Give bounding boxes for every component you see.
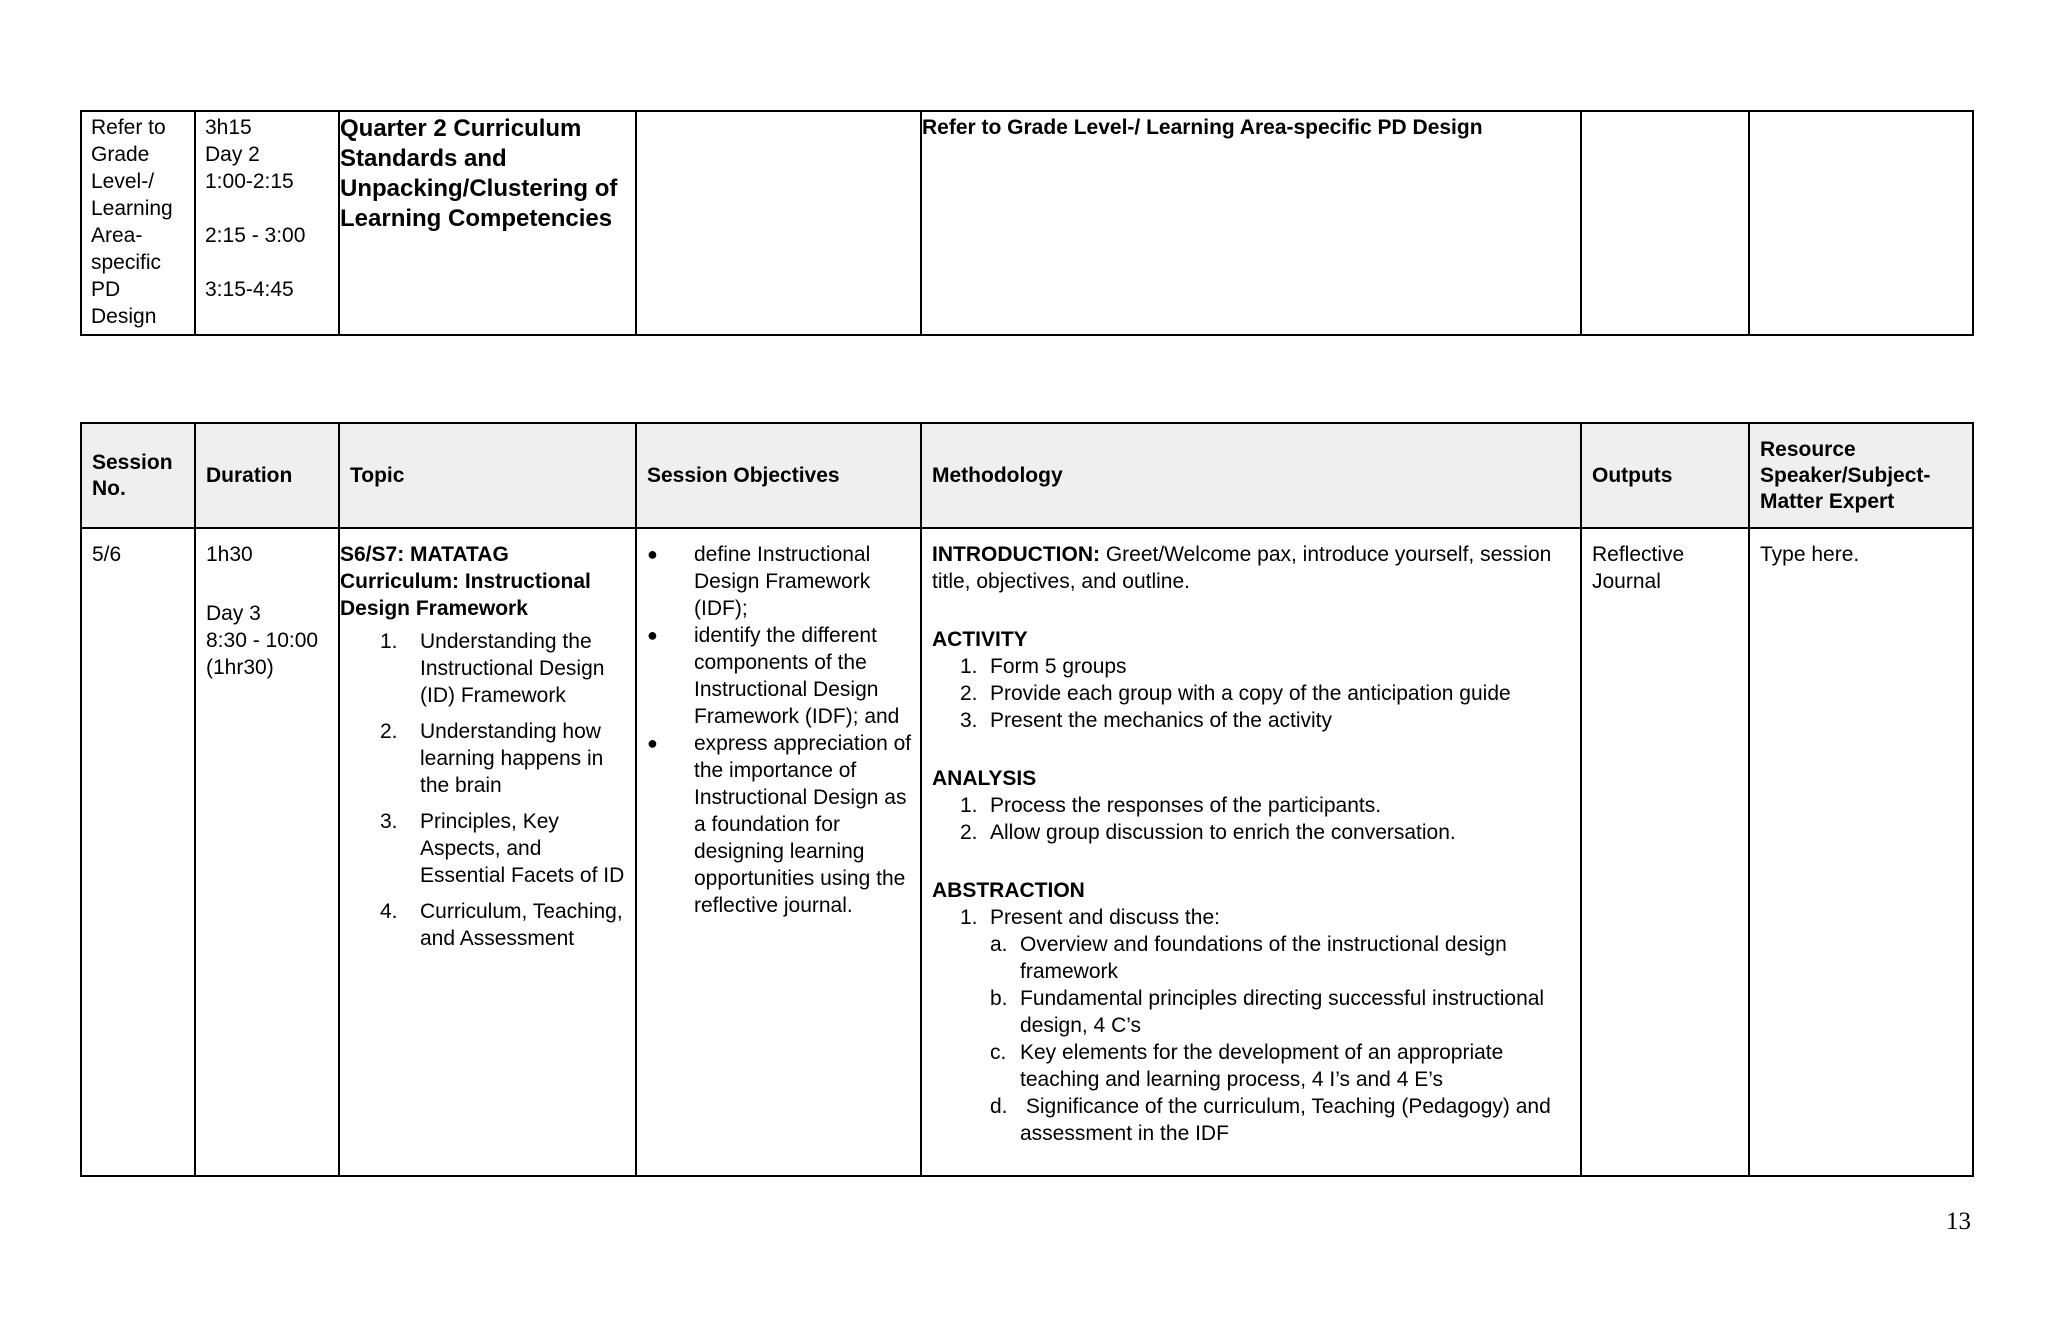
bullet-icon: ● bbox=[647, 625, 658, 645]
list-letter: b. bbox=[990, 987, 1008, 1010]
list-number: 4. bbox=[380, 900, 398, 923]
list-number: 2. bbox=[960, 682, 978, 705]
list-item bbox=[990, 1093, 1580, 1147]
resource-text[interactable]: Type here. bbox=[1760, 543, 1860, 566]
duration-time: 8:30 - 10:00 bbox=[206, 629, 319, 652]
header-session-objectives: Session Objectives bbox=[636, 423, 921, 528]
outputs-cell bbox=[1581, 111, 1749, 335]
list-number: 1. bbox=[960, 906, 978, 929]
list-item bbox=[380, 628, 629, 709]
topic-title: S6/S7: MATATAG Curriculum: Instructional Design Framework bbox=[340, 543, 591, 620]
list-item-text: Process the responses of the participants. bbox=[990, 794, 1382, 817]
header-topic: Topic bbox=[339, 423, 636, 528]
bullet-icon: ● bbox=[647, 544, 658, 564]
list-item-text: Principles, Key Aspects, and Essential Facets of ID bbox=[420, 810, 625, 887]
duration-line: 2:15 - 3:00 bbox=[205, 224, 306, 247]
analysis-label: ANALYSIS bbox=[932, 767, 1037, 790]
list-item bbox=[960, 904, 1580, 931]
list-number: 3. bbox=[380, 810, 398, 833]
duration-line: Day 2 bbox=[205, 143, 260, 166]
list-item-text: Overview and foundations of the instructional design framework bbox=[1020, 933, 1507, 983]
list-item-text: Present and discuss the: bbox=[990, 906, 1220, 929]
list-item bbox=[990, 985, 1580, 1039]
table-row bbox=[81, 111, 1973, 335]
duration-line: 1:00-2:15 bbox=[205, 170, 294, 193]
methodology-cell bbox=[921, 111, 1581, 335]
pd-design-table-day2 bbox=[80, 110, 1974, 336]
list-item-text: identify the different components of the Instructional Design Framework (IDF); and bbox=[694, 624, 900, 728]
table-header-row bbox=[81, 423, 1973, 528]
list-item-text: Present the mechanics of the activity bbox=[990, 709, 1332, 732]
page-number: 13 bbox=[1946, 1208, 1971, 1235]
list-item-text: Allow group discussion to enrich the conversation. bbox=[990, 821, 1456, 844]
list-item bbox=[990, 931, 1580, 985]
abstraction-block bbox=[932, 877, 1580, 1147]
list-item bbox=[647, 730, 920, 919]
list-item-text: define Instructional Design Framework (IDF); bbox=[694, 543, 871, 620]
list-item bbox=[960, 707, 1580, 734]
list-item-text: express appreciation of the importance of Instructional Design as a foundation for designing learning opportunities using the reflective journal. bbox=[694, 732, 912, 917]
methodology-cell bbox=[921, 528, 1581, 1176]
list-item bbox=[380, 718, 629, 799]
list-number: 1. bbox=[380, 630, 398, 653]
list-item-text: Curriculum, Teaching, and Assessment bbox=[420, 900, 623, 950]
duration-spacer bbox=[205, 249, 329, 276]
duration-cell bbox=[195, 111, 339, 335]
list-number: 2. bbox=[960, 821, 978, 844]
list-item bbox=[647, 541, 920, 622]
list-item-text: Understanding how learning happens in the brain bbox=[420, 720, 604, 797]
session-number: 5/6 bbox=[92, 543, 122, 566]
introduction-label: INTRODUCTION: bbox=[932, 543, 1100, 566]
abstraction-list bbox=[932, 904, 1580, 931]
bullet-icon: ● bbox=[647, 733, 658, 753]
header-resource-speaker: Resource Speaker/Subject-Matter Expert bbox=[1749, 423, 1973, 528]
list-item bbox=[380, 808, 629, 889]
methodology-text: Refer to Grade Level-/ Learning Area-specific PD Design bbox=[922, 116, 1483, 139]
objectives-cell bbox=[636, 111, 921, 335]
session-text: Refer to Grade Level-/ Learning Area-specific PD Design bbox=[91, 116, 173, 328]
list-letter: a. bbox=[990, 933, 1008, 956]
objectives-list bbox=[637, 541, 920, 919]
list-item bbox=[380, 898, 629, 952]
duration-length: (1hr30) bbox=[206, 656, 274, 679]
topic-cell bbox=[339, 111, 636, 335]
list-item bbox=[960, 819, 1580, 846]
header-methodology: Methodology bbox=[921, 423, 1581, 528]
list-item bbox=[647, 622, 920, 730]
list-item-text: Key elements for the development of an appropriate teaching and learning process, 4 I’s and 4 E’s bbox=[1020, 1041, 1504, 1091]
list-number: 1. bbox=[960, 794, 978, 817]
list-item bbox=[990, 1039, 1580, 1093]
abstraction-sublist bbox=[932, 931, 1580, 1147]
analysis-list bbox=[932, 792, 1580, 846]
outputs-cell bbox=[1581, 528, 1749, 1176]
outputs-text: Reflective Journal bbox=[1592, 543, 1685, 593]
activity-label: ACTIVITY bbox=[932, 628, 1028, 651]
list-item-text: Significance of the curriculum, Teaching (Pedagogy) and assessment in the IDF bbox=[1020, 1095, 1557, 1145]
objectives-cell bbox=[636, 528, 921, 1176]
topic-cell bbox=[339, 528, 636, 1176]
header-duration: Duration bbox=[195, 423, 339, 528]
duration-cell bbox=[195, 528, 339, 1176]
duration-line: 3h15 bbox=[205, 116, 252, 139]
duration-spacer bbox=[206, 568, 328, 600]
activity-list bbox=[932, 653, 1580, 734]
list-item-text: Provide each group with a copy of the anticipation guide bbox=[990, 682, 1511, 705]
introduction-block bbox=[932, 541, 1580, 595]
list-item bbox=[960, 680, 1580, 707]
resource-cell bbox=[1749, 528, 1973, 1176]
list-item-text: Fundamental principles directing successful instructional design, 4 C’s bbox=[1020, 987, 1545, 1037]
activity-block bbox=[932, 626, 1580, 734]
list-number: 2. bbox=[380, 720, 398, 743]
list-number: 3. bbox=[960, 709, 978, 732]
list-item-text: Form 5 groups bbox=[990, 655, 1127, 678]
topic-list bbox=[340, 628, 629, 952]
resource-cell bbox=[1749, 111, 1973, 335]
list-letter: d. bbox=[990, 1095, 1008, 1118]
table-row bbox=[81, 528, 1973, 1176]
duration-line: 3:15-4:45 bbox=[205, 278, 294, 301]
topic-title: Quarter 2 Curriculum Standards and Unpacking/Clustering of Learning Competencies bbox=[340, 115, 618, 232]
list-item bbox=[960, 653, 1580, 680]
session-cell bbox=[81, 528, 195, 1176]
duration-total: 1h30 bbox=[206, 543, 253, 566]
duration-day: Day 3 bbox=[206, 602, 261, 625]
list-item-text: Understanding the Instructional Design (ID) Framework bbox=[420, 630, 605, 707]
session-cell bbox=[81, 111, 195, 335]
analysis-block bbox=[932, 765, 1580, 846]
list-number: 1. bbox=[960, 655, 978, 678]
session-plan-table bbox=[80, 422, 1974, 1177]
abstraction-label: ABSTRACTION bbox=[932, 879, 1085, 902]
header-session-no: Session No. bbox=[81, 423, 195, 528]
introduction-text: Greet/Welcome pax, introduce yourself, session title, objectives, and outline. bbox=[932, 543, 1552, 593]
list-letter: c. bbox=[990, 1041, 1007, 1064]
header-outputs: Outputs bbox=[1581, 423, 1749, 528]
duration-spacer bbox=[205, 195, 329, 222]
list-item bbox=[960, 792, 1580, 819]
